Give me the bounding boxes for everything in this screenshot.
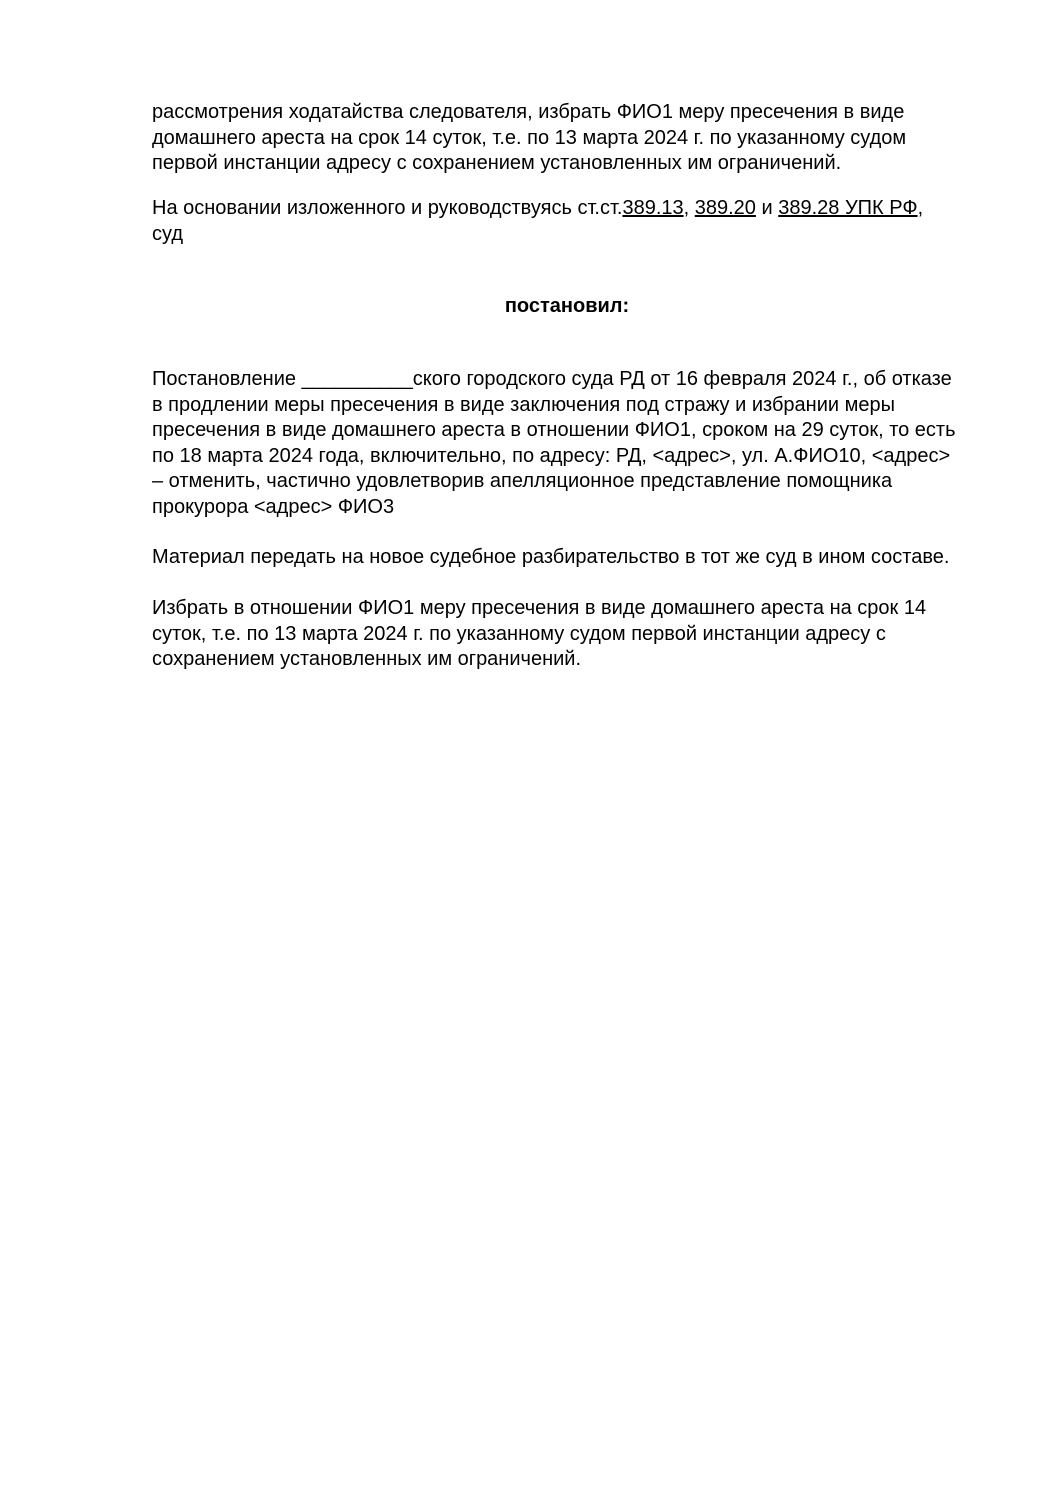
basis-prefix: На основании изложенного и руководствуясь ст.ст. [152,197,623,219]
resolution-paragraph [152,367,982,520]
continuation-paragraph [152,100,982,177]
text-line: прокурора <адрес> ФИО3 [152,495,395,518]
text-line: в продлении меры пресечения в виде заключения под стражу и избрании меры [152,393,895,416]
text-line: по 18 марта 2024 года, включительно, по адресу: РД, <адрес>, ул. А.ФИО10, <адрес> [152,444,951,467]
basis-suffix: , [917,197,924,219]
text-line: суток, т.е. по 13 марта 2024 г. по указанному судом первой инстанции адресу с [152,622,886,645]
text-line: пресечения в виде домашнего ареста в отношении ФИО1, сроком на 29 суток, то есть [152,419,956,441]
separator: и [755,197,779,219]
text-line: первой инстанции адресу с сохранением установленных им ограничений. [152,152,842,174]
text-line: Избрать в отношении ФИО1 меру пресечения в виде домашнего ареста на срок 14 [152,597,927,619]
transfer-paragraph: Материал передать на новое судебное разбирательство в тот же суд в ином составе. [152,546,950,568]
article-link-389-13[interactable]: 389.13 [622,197,684,219]
text-line: Постановление __________ского городского суда РД от 16 февраля 2024 г., об отказе [152,368,952,390]
text-line: суд [152,222,184,245]
text-line: домашнего ареста на срок 14 суток, т.е. по 13 марта 2024 г. по указанному судом [152,126,907,149]
text-line [152,196,982,222]
text-line: рассмотрения ходатайства следователя, избрать ФИО1 меру пресечения в виде [152,101,905,123]
separator: , [683,197,695,219]
measure-paragraph [152,596,982,673]
article-link-389-28[interactable]: 389.28 УПК РФ [778,197,918,219]
resolution-heading: постановил: [504,295,630,317]
article-link-389-20[interactable]: 389.20 [694,197,756,219]
text-line: сохранением установленных им ограничений. [152,648,582,670]
text-line: – отменить, частично удовлетворив апелляционное представление помощника [152,470,893,492]
basis-paragraph [152,196,982,247]
